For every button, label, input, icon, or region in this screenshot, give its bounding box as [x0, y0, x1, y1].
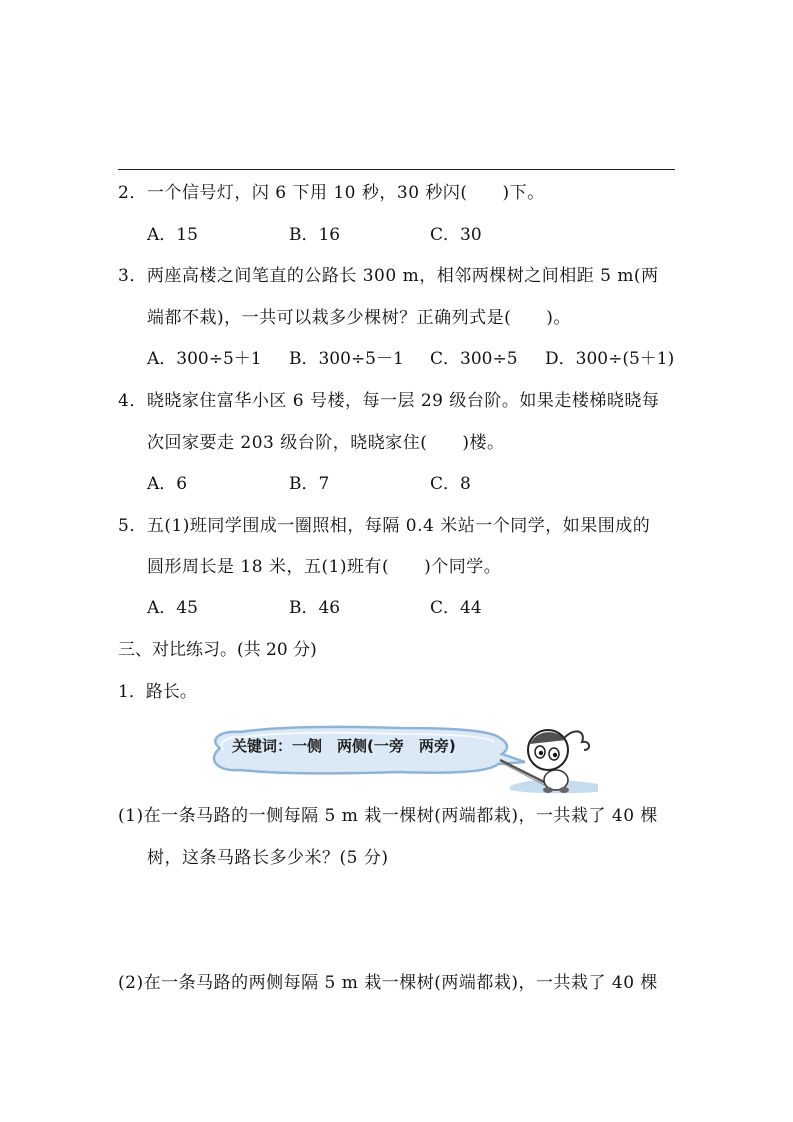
section-3-title: 三、对比练习。(共 20 分) — [118, 640, 317, 660]
question-3-line-2: 端都不栽)，一共可以栽多少棵树？正确列式是( )。 — [147, 308, 571, 328]
section-3-sub-1-line-1: (1)在一条马路的一侧每隔 5 m 栽一棵树(两端都栽)，一共栽了 40 棵 — [118, 806, 658, 826]
question-2-option-b: B．16 — [289, 225, 341, 245]
question-3-option-b: B．300÷5－1 — [289, 349, 404, 369]
question-2-option-c: C．30 — [430, 225, 482, 245]
header-rule — [118, 169, 675, 170]
question-4-option-a: A．6 — [147, 474, 188, 494]
keyword-banner — [200, 720, 610, 800]
section-3-item-1: 1．路长。 — [118, 682, 197, 702]
section-3-sub-1-line-2: 树，这条马路长多少米？(5 分) — [147, 848, 389, 868]
question-4-line-1: 4．晓晓家住富华小区 6 号楼，每一层 29 级台阶。如果走楼梯晓晓每 — [118, 391, 660, 411]
question-4-line-2: 次回家要走 203 级台阶，晓晓家住( )楼。 — [147, 433, 505, 453]
question-5-option-b: B．46 — [289, 598, 341, 618]
question-2-option-a: A．15 — [147, 225, 198, 245]
question-5-option-a: A．45 — [147, 598, 198, 618]
mascot-illustration — [490, 720, 600, 800]
question-5-line-1: 5．五(1)班同学围成一圈照相，每隔 0.4 米站一个同学，如果围成的 — [118, 516, 651, 536]
question-5-option-c: C．44 — [430, 598, 482, 618]
question-3-line-1: 3．两座高楼之间笔直的公路长 300 m，相邻两棵树之间相距 5 m(两 — [118, 266, 659, 286]
question-5-line-2: 圆形周长是 18 米，五(1)班有( )个同学。 — [147, 557, 502, 577]
question-2-text: 2．一个信号灯，闪 6 下用 10 秒，30 秒闪( )下。 — [118, 183, 545, 203]
question-3-option-a: A．300÷5＋1 — [147, 349, 262, 369]
question-3-option-d: D．300÷(5＋1) — [545, 349, 675, 369]
section-3-sub-2-line-1: (2)在一条马路的两侧每隔 5 m 栽一棵树(两端都栽)，一共栽了 40 棵 — [118, 973, 658, 993]
question-3-option-c: C．300÷5 — [430, 349, 518, 369]
question-4-option-b: B．7 — [289, 474, 330, 494]
keyword-text: 关键词：一侧 两侧(一旁 两旁) — [232, 737, 456, 755]
question-4-option-c: C．8 — [430, 474, 471, 494]
